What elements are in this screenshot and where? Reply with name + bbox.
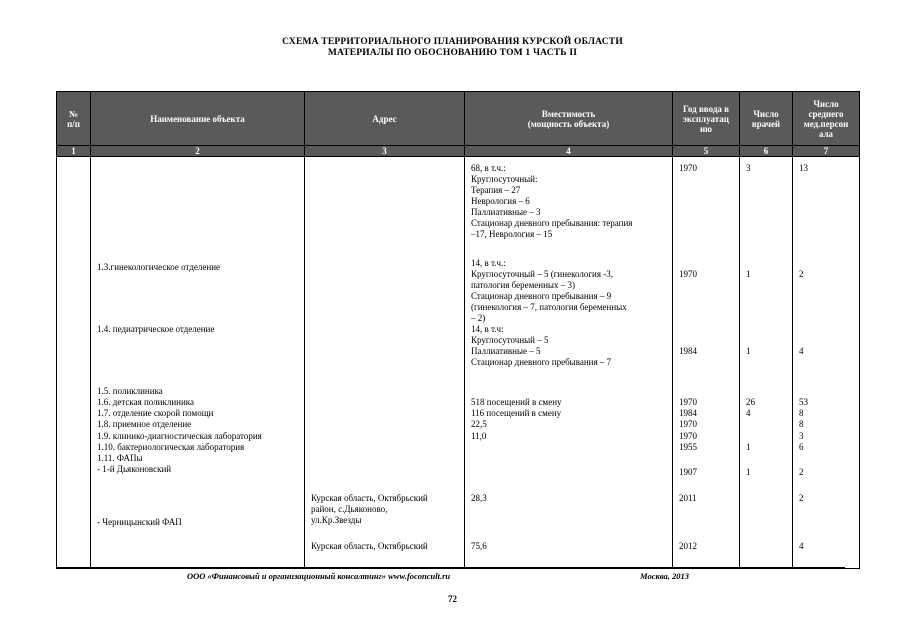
- capacity-line: Стационар дневного пребывания: терапия: [471, 218, 633, 228]
- name-line: 1.8. приемное отделение: [97, 419, 192, 429]
- document-header: [0, 37, 905, 59]
- col-number: 5: [673, 146, 740, 157]
- col-header-doctors: Число врачей: [740, 92, 793, 146]
- capacity-line: (гинекология – 7, патология беременных: [471, 302, 627, 312]
- address-line: Курская область, Октябрьский: [311, 541, 428, 551]
- staff-value: 4: [799, 346, 804, 356]
- year-value: 1955: [679, 442, 697, 452]
- year-value: 1970: [679, 269, 697, 279]
- capacity-line: 22,5: [471, 419, 487, 429]
- doctors-value: 3: [746, 163, 751, 173]
- staff-value: 6: [799, 442, 804, 452]
- year-value: 1984: [679, 408, 697, 418]
- year-value: 1970: [679, 419, 697, 429]
- cell-year: [673, 157, 740, 569]
- capacity-line: Паллиативные – 3: [471, 207, 541, 217]
- staff-value: 2: [799, 493, 804, 503]
- col-header-name: Наименование объекта: [91, 92, 305, 146]
- year-value: 1970: [679, 397, 697, 407]
- col-number: 3: [305, 146, 465, 157]
- col-number: 2: [91, 146, 305, 157]
- staff-value: 8: [799, 419, 804, 429]
- header-line-1: СХЕМА ТЕРРИТОРИАЛЬНОГО ПЛАНИРОВАНИЯ КУРСКОЙ ОБЛАСТИ: [282, 37, 623, 47]
- name-line: 1.4. педиатрическое отделение: [97, 324, 215, 334]
- name-line: 1.11. ФАПы: [97, 453, 143, 463]
- year-value: 1970: [679, 431, 697, 441]
- doctors-value: 1: [746, 442, 751, 452]
- staff-value: 13: [799, 163, 808, 173]
- header-line-2: МАТЕРИАЛЫ ПО ОБОСНОВАНИЮ ТОМ 1 ЧАСТЬ II: [327, 48, 578, 58]
- capacity-line: 14, в т.ч:: [471, 324, 504, 334]
- col-header-year: Год ввода в эксплуатац ию: [673, 92, 740, 146]
- capacity-line: 518 посещений в смену: [471, 397, 562, 407]
- address-line: район, с.Дьяконово,: [311, 504, 388, 514]
- table-row: [57, 157, 860, 569]
- year-value: 1970: [679, 163, 697, 173]
- name-line: - Черницынский ФАП: [97, 517, 182, 527]
- capacity-line: 75,6: [471, 541, 487, 551]
- doctors-value: 1: [746, 269, 751, 279]
- cell-capacity: [465, 157, 673, 569]
- capacity-line: –17, Неврология – 15: [471, 229, 553, 239]
- staff-value: 4: [799, 541, 804, 551]
- staff-value: 8: [799, 408, 804, 418]
- year-value: 2011: [679, 493, 697, 503]
- capacity-line: Круглосуточный – 5 (гинекология -3,: [471, 269, 613, 279]
- col-header-num: № п/п: [57, 92, 91, 146]
- doctors-value: 1: [746, 346, 751, 356]
- capacity-line: 14, в т.ч.:: [471, 258, 506, 268]
- cell-doctors: [740, 157, 793, 569]
- col-number: 6: [740, 146, 793, 157]
- footer-divider: [56, 567, 845, 568]
- facilities-table: [56, 91, 860, 569]
- table-header-row: [57, 92, 860, 146]
- doctors-value: 1: [746, 467, 751, 477]
- cell-num: [57, 157, 91, 569]
- capacity-line: 11,0: [471, 431, 487, 441]
- capacity-line: патология беременных – 3): [471, 280, 575, 290]
- capacity-line: Стационар дневного пребывания – 7: [471, 357, 612, 367]
- capacity-line: Круглосуточный:: [471, 174, 538, 184]
- name-line: 1.3.гинекологическое отделение: [97, 262, 221, 272]
- column-numbers-row: [57, 146, 860, 157]
- doctors-value: 26: [746, 397, 755, 407]
- address-line: ул.Кр.Звезды: [311, 515, 362, 525]
- name-line: 1.7. отделение скорой помощи: [97, 408, 214, 418]
- footer-location-year: Москва, 2013: [640, 571, 690, 581]
- staff-value: 2: [799, 269, 804, 279]
- name-line: - 1-й Дьяконовский: [97, 464, 172, 474]
- staff-value: 3: [799, 431, 804, 441]
- year-value: 1907: [679, 467, 697, 477]
- col-number: 4: [465, 146, 673, 157]
- capacity-line: Стационар дневного пребывания – 9: [471, 291, 612, 301]
- col-header-address: Адрес: [305, 92, 465, 146]
- name-line: 1.6. детская поликлиника: [97, 397, 195, 407]
- capacity-line: 68, в т.ч.:: [471, 163, 506, 173]
- cell-staff: [793, 157, 860, 569]
- year-value: 1984: [679, 346, 697, 356]
- col-header-staff: Число среднего мед.персон ала: [793, 92, 860, 146]
- col-number: 7: [793, 146, 860, 157]
- cell-name: [91, 157, 305, 569]
- capacity-line: 28,3: [471, 493, 487, 503]
- capacity-line: Неврология – 6: [471, 196, 530, 206]
- capacity-line: 116 посещений в смену: [471, 408, 562, 418]
- capacity-line: Терапия – 27: [471, 185, 521, 195]
- address-line: Курская область, Октябрьский: [311, 493, 428, 503]
- col-number: 1: [57, 146, 91, 157]
- capacity-line: – 2): [471, 313, 486, 323]
- staff-value: 2: [799, 467, 804, 477]
- capacity-line: Круглосуточный – 5: [471, 335, 549, 345]
- name-line: 1.10. бактериологическая лаборатория: [97, 442, 245, 452]
- name-line: 1.9. клинико-диагностическая лаборатория: [97, 431, 262, 441]
- col-header-capacity: Вместимость (мощность объекта): [465, 92, 673, 146]
- footer-company: ООО «Финансовый и организационный консалтинг» www.foconcult.ru: [187, 571, 451, 581]
- page-number: 72: [448, 594, 457, 604]
- staff-value: 53: [799, 397, 808, 407]
- cell-address: [305, 157, 465, 569]
- capacity-line: Паллиативные – 5: [471, 346, 541, 356]
- doctors-value: 4: [746, 408, 751, 418]
- year-value: 2012: [679, 541, 697, 551]
- name-line: 1.5. поликлиника: [97, 386, 163, 396]
